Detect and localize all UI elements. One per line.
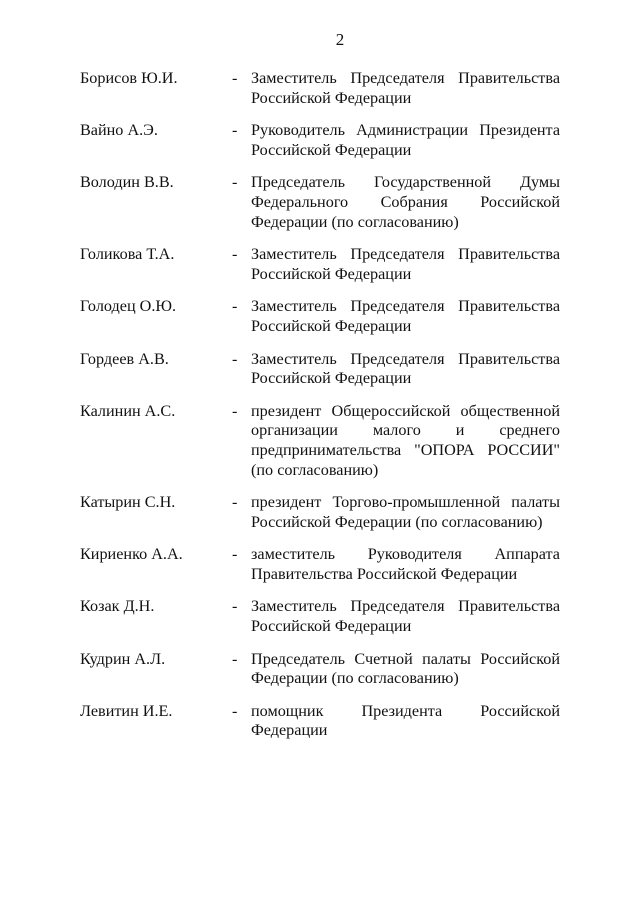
- member-role: Руководитель Администрации Президента Российской Федерации: [251, 121, 560, 159]
- member-dash: -: [232, 69, 238, 87]
- member-role: Председатель Государственной Думы Федерального Собрания Российской Федерации (по согласованию): [251, 173, 560, 231]
- member-role: Заместитель Председателя Правительства Российской Федерации: [251, 297, 560, 335]
- member-row: [80, 350, 560, 389]
- member-dash: -: [232, 649, 238, 668]
- member-role: заместитель Руководителя Аппарата Правительства Российской Федерации: [251, 545, 560, 583]
- member-row: [80, 545, 560, 584]
- member-name: Гордеев А.В.: [80, 349, 169, 368]
- member-dash: -: [232, 597, 238, 616]
- member-row: [80, 297, 560, 336]
- member-dash: -: [232, 701, 238, 720]
- member-dash: -: [232, 245, 238, 264]
- member-name: Кудрин А.Л.: [80, 649, 166, 668]
- member-dash: -: [232, 297, 238, 316]
- member-row: [80, 702, 560, 741]
- member-role: президент Общероссийской общественной организации малого и среднего предпринимательства "ОПОРА РОССИИ" (по согласованию): [251, 401, 560, 479]
- member-dash: -: [232, 401, 238, 420]
- member-dash: -: [232, 121, 238, 140]
- member-role: президент Торгово-промышленной палаты Российской Федерации (по согласованию): [251, 493, 560, 531]
- member-row: [80, 402, 560, 480]
- member-role: Заместитель Председателя Правительства Российской Федерации: [251, 349, 560, 388]
- member-role: Заместитель Председателя Правительства Российской Федерации: [251, 69, 560, 107]
- page-number: 2: [335, 30, 345, 49]
- member-row: [80, 173, 560, 232]
- member-role: Заместитель Председателя Правительства Российской Федерации: [251, 245, 560, 283]
- member-name: Кириенко А.А.: [80, 545, 183, 564]
- member-role: Председатель Счетной палаты Российской Федерации (по согласованию): [251, 649, 560, 688]
- member-role: помощник Президента Российской Федерации: [251, 701, 560, 740]
- member-name: Козак Д.Н.: [80, 597, 155, 616]
- member-name: Вайно А.Э.: [80, 121, 158, 140]
- member-name: Голодец О.Ю.: [80, 297, 177, 316]
- member-row: [80, 245, 560, 284]
- member-dash: -: [232, 493, 238, 512]
- member-row: [80, 493, 560, 532]
- member-dash: -: [232, 173, 238, 192]
- member-row: [80, 597, 560, 636]
- member-name: Володин В.В.: [80, 173, 174, 192]
- member-row: [80, 69, 560, 108]
- members-list: [80, 69, 560, 754]
- member-role: Заместитель Председателя Правительства Российской Федерации: [251, 597, 560, 636]
- member-name: Борисов Ю.И.: [80, 69, 178, 87]
- member-name: Левитин И.Е.: [80, 701, 173, 720]
- member-dash: -: [232, 349, 238, 368]
- member-name: Голикова Т.А.: [80, 245, 175, 264]
- member-row: [80, 121, 560, 160]
- member-row: [80, 650, 560, 689]
- member-dash: -: [232, 545, 238, 564]
- member-name: Калинин А.С.: [80, 401, 176, 420]
- member-name: Катырин С.Н.: [80, 493, 176, 512]
